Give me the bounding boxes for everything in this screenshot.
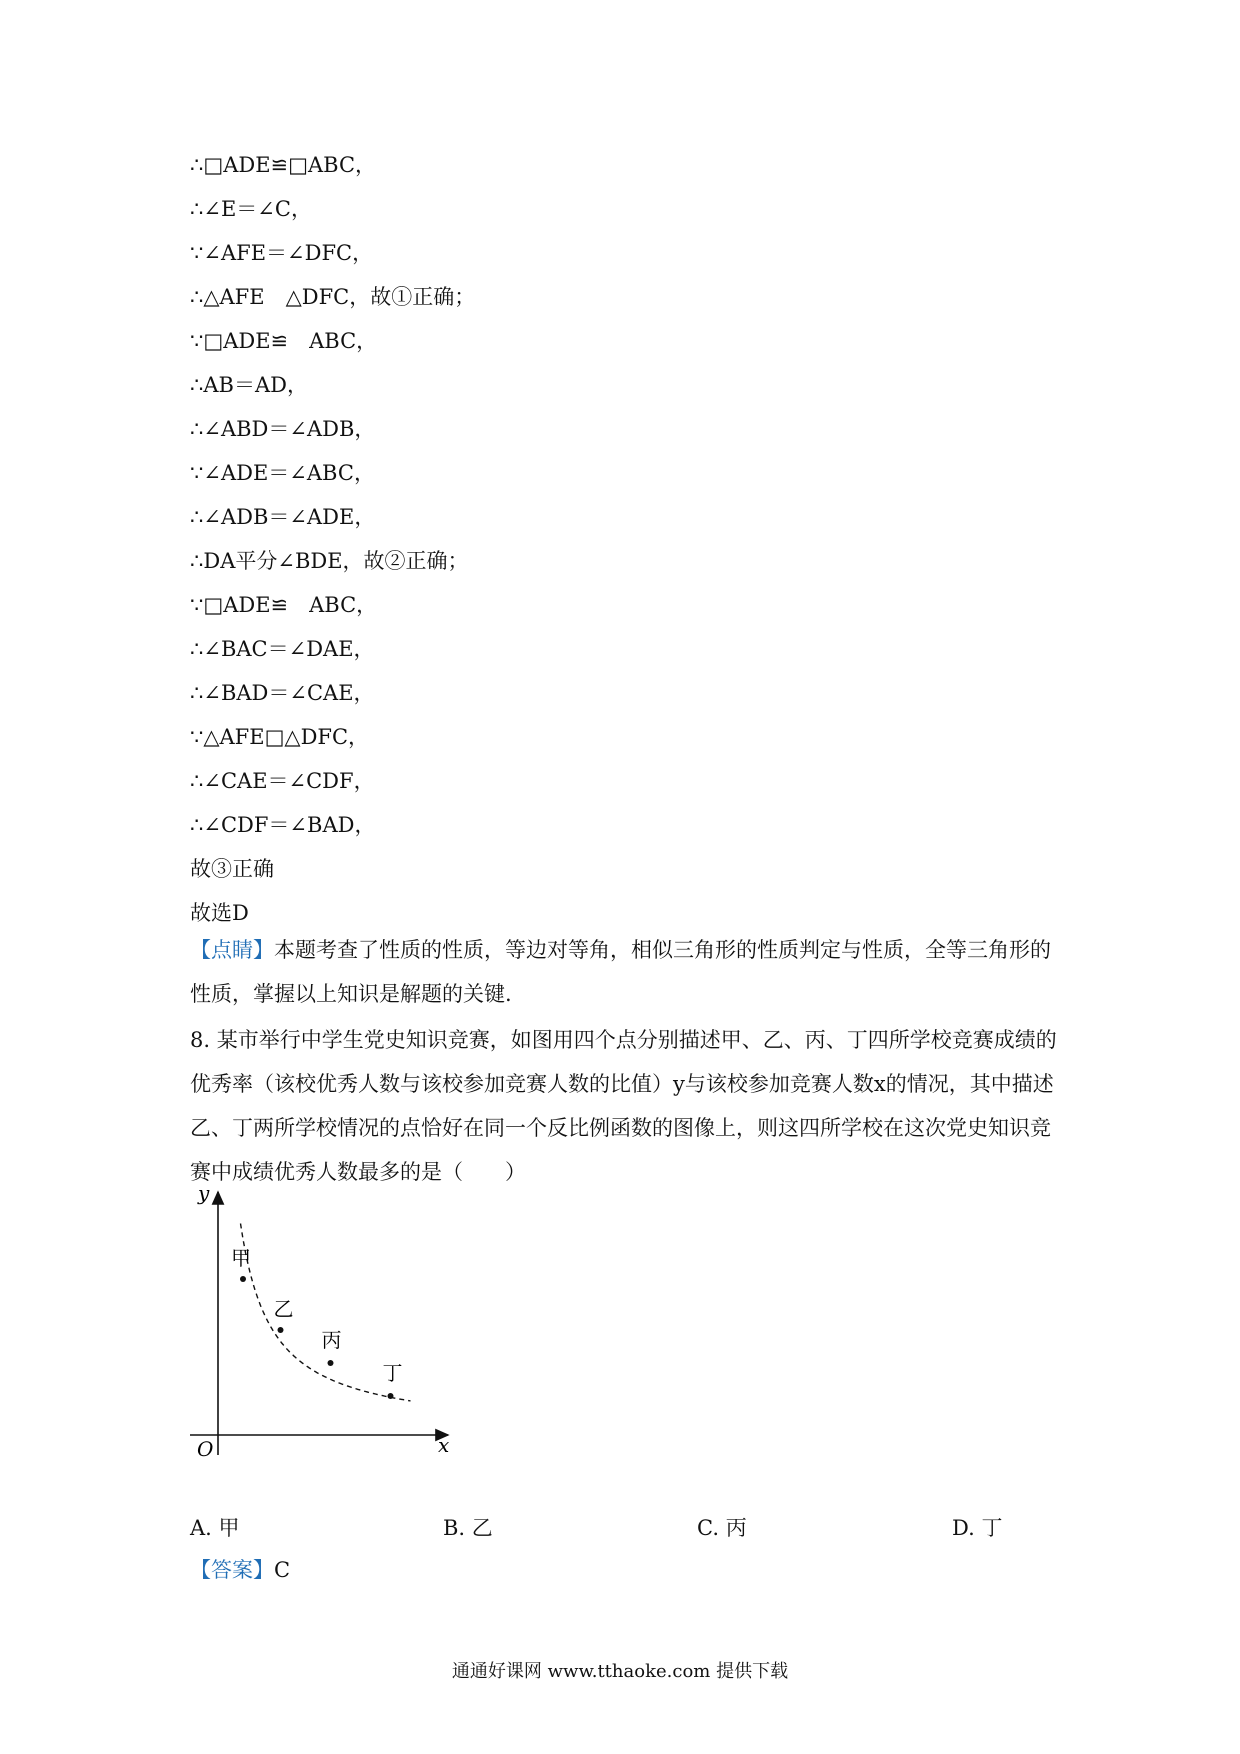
solution-line: ∴△AFE △DFC，故①正确； [190,285,476,309]
answer-text: C [274,1558,291,1582]
solution-line: ∴AB＝AD， [190,373,308,397]
solution-line: ∴∠ADB＝∠ADE， [190,505,376,529]
option-b-text: 乙 [471,1516,493,1540]
option-b[interactable] [443,1513,493,1543]
solution-line: ∴∠BAD＝∠CAE， [190,681,375,705]
solution-line: 故③正确 [190,857,274,881]
inverse-proportion-figure [180,1180,470,1460]
comment-tag: 【点睛】 [190,938,274,962]
solution-line: 故选D [190,901,249,925]
data-point-label: 乙 [273,1297,294,1321]
solution-line: ∵∠AFE＝∠DFC， [190,241,374,265]
solution-line: ∴□ADE≌□ABC， [190,153,377,177]
data-point-label: 丁 [382,1361,403,1385]
solution-line: ∴∠BAC＝∠DAE， [190,637,375,661]
solution-line: ∵△AFE□△DFC， [190,725,370,749]
option-d[interactable] [952,1513,1002,1543]
data-point [240,1276,246,1282]
data-point [328,1360,334,1366]
x-axis-label: x [438,1433,450,1457]
data-point [278,1327,284,1333]
option-c[interactable] [697,1513,747,1543]
comment-paragraph [190,928,1060,1016]
question-text: 8. 某市举行中学生党史知识竞赛，如图用四个点分别描述甲、乙、丙、丁四所学校竞赛成绩的优秀率（该校优秀人数与该校参加竞赛人数的比值）y与该校参加竞赛人数x的情况，其中描述乙、丁两所学校情况的点恰好在同一个反比例函数的图像上，则这四所学校在这次党史知识竞赛中成绩优秀人数最多的是（ ） [190,1028,1057,1184]
option-b-key: B. [443,1516,466,1540]
solution-line: ∴∠E＝∠C， [190,197,312,221]
solution-line: ∴∠CDF＝∠BAD， [190,813,376,837]
option-a-key: A. [190,1516,212,1540]
option-a[interactable] [190,1513,240,1543]
data-point-label: 丙 [321,1328,342,1352]
answer-line [190,1555,290,1585]
data-point [388,1393,394,1399]
solution-line: ∵□ADE≌ ABC， [190,329,378,353]
data-point-label: 甲 [231,1246,251,1270]
option-d-text: 丁 [981,1516,1003,1540]
origin-label: O [197,1437,214,1461]
y-axis-label: y [198,1181,210,1205]
solution-line: ∴DA平分∠BDE，故②正确； [190,549,469,573]
solution-line: ∵∠ADE＝∠ABC， [190,461,375,485]
answer-tag: 【答案】 [190,1558,274,1582]
comment-text: 本题考查了性质的性质，等边对等角，相似三角形的性质判定与性质，全等三角形的性质，掌握以上知识是解题的关键. [190,938,1051,1006]
footer-source: 通通好课网 www.tthaoke.com 提供下载 [451,1661,789,1682]
option-c-key: C. [697,1516,719,1540]
option-d-key: D. [952,1516,975,1540]
option-c-text: 丙 [725,1516,747,1540]
solution-line: ∵□ADE≌ ABC， [190,593,378,617]
solution-line: ∴∠ABD＝∠ADB， [190,417,376,441]
data-points [231,1246,403,1399]
solution-line: ∴∠CAE＝∠CDF， [190,769,375,793]
option-a-text: 甲 [218,1516,240,1540]
